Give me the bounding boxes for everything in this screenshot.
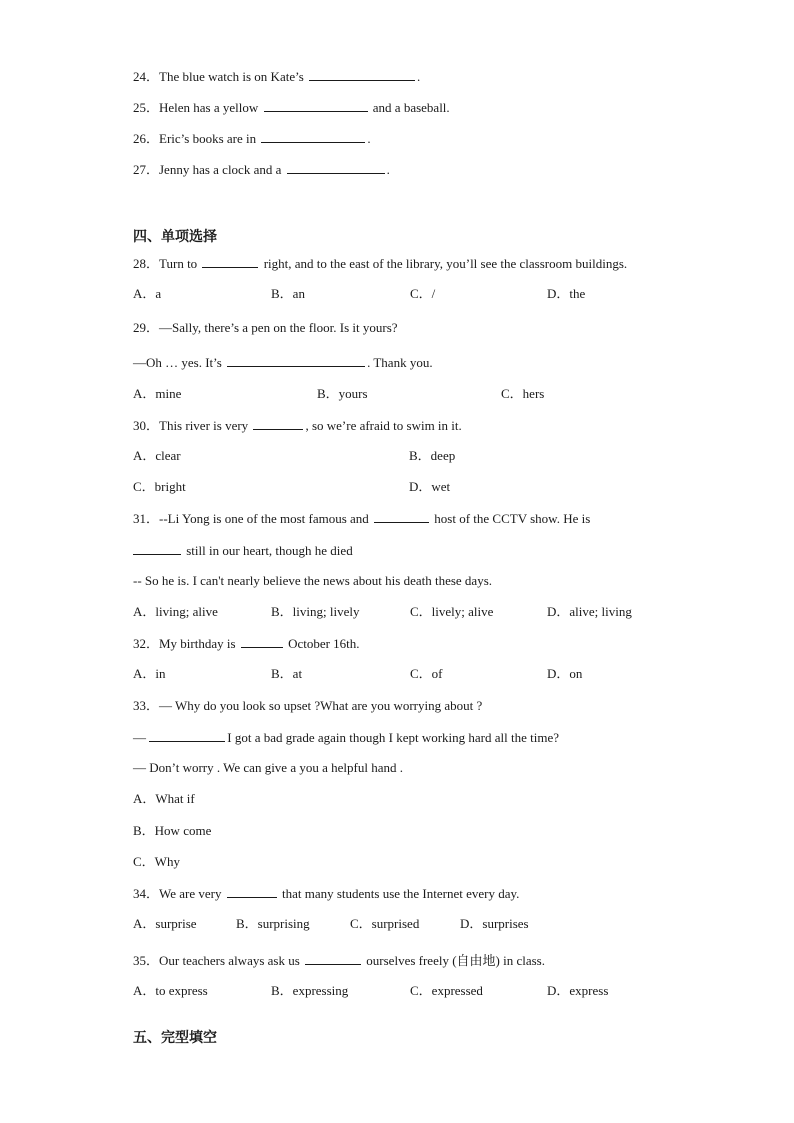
option-a[interactable]: A．clear bbox=[133, 448, 181, 463]
section-title-4: 四、单项选择 bbox=[133, 229, 217, 245]
question-29-reply bbox=[133, 354, 433, 371]
question-28 bbox=[133, 255, 627, 272]
option-b[interactable]: B．living; lively bbox=[271, 604, 360, 619]
option-c[interactable]: C．Why bbox=[133, 854, 180, 869]
answer-blank[interactable] bbox=[287, 161, 385, 174]
option-c[interactable]: C．of bbox=[410, 666, 443, 681]
answer-blank[interactable] bbox=[253, 417, 303, 430]
question-31 bbox=[133, 510, 590, 527]
question-29-reply-end: . Thank you. bbox=[367, 355, 433, 370]
question-30 bbox=[133, 417, 462, 434]
question-32-end: October 16th. bbox=[284, 636, 360, 651]
option-c[interactable]: C．/ bbox=[410, 286, 436, 301]
question-31-cont: host of the CCTV show. He is bbox=[431, 511, 591, 526]
option-d[interactable]: D．express bbox=[547, 983, 609, 998]
option-c[interactable]: C．hers bbox=[501, 386, 545, 401]
answer-blank[interactable] bbox=[227, 885, 277, 898]
option-a[interactable]: A．What if bbox=[133, 791, 195, 806]
question-30-text: 30．This river is very bbox=[133, 418, 252, 433]
answer-blank[interactable] bbox=[309, 68, 415, 81]
option-a[interactable]: A．living; alive bbox=[133, 604, 218, 619]
question-33: 33．— Why do you look so upset ?What are you worrying about ? bbox=[133, 698, 483, 713]
question-34-text: 34．We are very bbox=[133, 886, 225, 901]
option-c[interactable]: C．bright bbox=[133, 479, 186, 494]
option-d[interactable]: D．surprises bbox=[460, 916, 529, 931]
question-25-text: 25．Helen has a yellow bbox=[133, 100, 262, 115]
question-34-end: that many students use the Internet every day. bbox=[278, 886, 520, 901]
option-b[interactable]: B．yours bbox=[317, 386, 368, 401]
question-29: 29．—Sally, there’s a pen on the floor. Is it yours? bbox=[133, 320, 398, 335]
question-31-reply: -- So he is. I can't nearly believe the news about his death these days. bbox=[133, 573, 493, 588]
question-32-text: 32．My birthday is bbox=[133, 636, 239, 651]
question-24-end: . bbox=[417, 69, 421, 84]
option-d[interactable]: D．the bbox=[547, 286, 586, 301]
answer-blank[interactable] bbox=[149, 729, 225, 742]
option-b[interactable]: B．at bbox=[271, 666, 303, 681]
question-33-reply-text: I got a bad grade again though I kept working hard all the time? bbox=[227, 730, 560, 745]
question-31-line2-text: still in our heart, though he died bbox=[183, 543, 353, 558]
question-27-end: . bbox=[386, 162, 390, 177]
question-26 bbox=[133, 130, 371, 147]
question-28-text: 28．Turn to bbox=[133, 256, 201, 271]
answer-blank[interactable] bbox=[305, 952, 361, 965]
question-24 bbox=[133, 68, 420, 85]
answer-blank[interactable] bbox=[202, 255, 258, 268]
question-25-end: and a baseball. bbox=[369, 100, 450, 115]
question-26-end: . bbox=[367, 131, 371, 146]
option-b[interactable]: B．surprising bbox=[236, 916, 310, 931]
question-35 bbox=[133, 952, 545, 969]
option-b[interactable]: B．expressing bbox=[271, 983, 349, 998]
question-34 bbox=[133, 885, 519, 902]
answer-blank[interactable] bbox=[374, 510, 429, 523]
option-a[interactable]: A．a bbox=[133, 286, 162, 301]
option-c[interactable]: C．lively; alive bbox=[410, 604, 494, 619]
question-35-text: 35．Our teachers always ask us bbox=[133, 953, 304, 968]
question-25 bbox=[133, 99, 450, 116]
option-d[interactable]: D．on bbox=[547, 666, 583, 681]
option-b[interactable]: B．deep bbox=[409, 448, 456, 463]
answer-blank[interactable] bbox=[264, 99, 368, 112]
question-32 bbox=[133, 635, 360, 652]
option-a[interactable]: A．surprise bbox=[133, 916, 197, 931]
question-26-text: 26．Eric’s books are in bbox=[133, 131, 260, 146]
question-24-text: 24．The blue watch is on Kate’s bbox=[133, 69, 308, 84]
question-33-line3: — Don’t worry . We can give a you a helpful hand . bbox=[133, 760, 403, 775]
question-28-end: right, and to the east of the library, you’ll see the classroom buildings. bbox=[260, 256, 628, 271]
question-30-end: , so we’re afraid to swim in it. bbox=[305, 418, 462, 433]
option-c[interactable]: C．expressed bbox=[410, 983, 483, 998]
option-b[interactable]: B．How come bbox=[133, 823, 212, 838]
question-27 bbox=[133, 161, 390, 178]
section-title-5: 五、完型填空 bbox=[133, 1030, 217, 1046]
option-a[interactable]: A．to express bbox=[133, 983, 208, 998]
answer-blank[interactable] bbox=[133, 542, 181, 555]
option-d[interactable]: D．alive; living bbox=[547, 604, 632, 619]
question-35-end: ourselves freely (自由地) in class. bbox=[363, 953, 545, 968]
question-31-text: 31．--Li Yong is one of the most famous and bbox=[133, 511, 373, 526]
option-b[interactable]: B．an bbox=[271, 286, 305, 301]
option-a[interactable]: A．in bbox=[133, 666, 166, 681]
answer-blank[interactable] bbox=[227, 354, 365, 367]
answer-blank[interactable] bbox=[261, 130, 365, 143]
option-c[interactable]: C．surprised bbox=[350, 916, 420, 931]
answer-blank[interactable] bbox=[241, 635, 283, 648]
question-33-reply-dash: — bbox=[133, 730, 150, 745]
question-27-text: 27．Jenny has a clock and a bbox=[133, 162, 285, 177]
question-29-reply-text: —Oh … yes. It’s bbox=[133, 355, 226, 370]
option-a[interactable]: A．mine bbox=[133, 386, 182, 401]
question-31-line2 bbox=[133, 542, 353, 559]
question-33-reply bbox=[133, 729, 559, 746]
option-d[interactable]: D．wet bbox=[409, 479, 451, 494]
